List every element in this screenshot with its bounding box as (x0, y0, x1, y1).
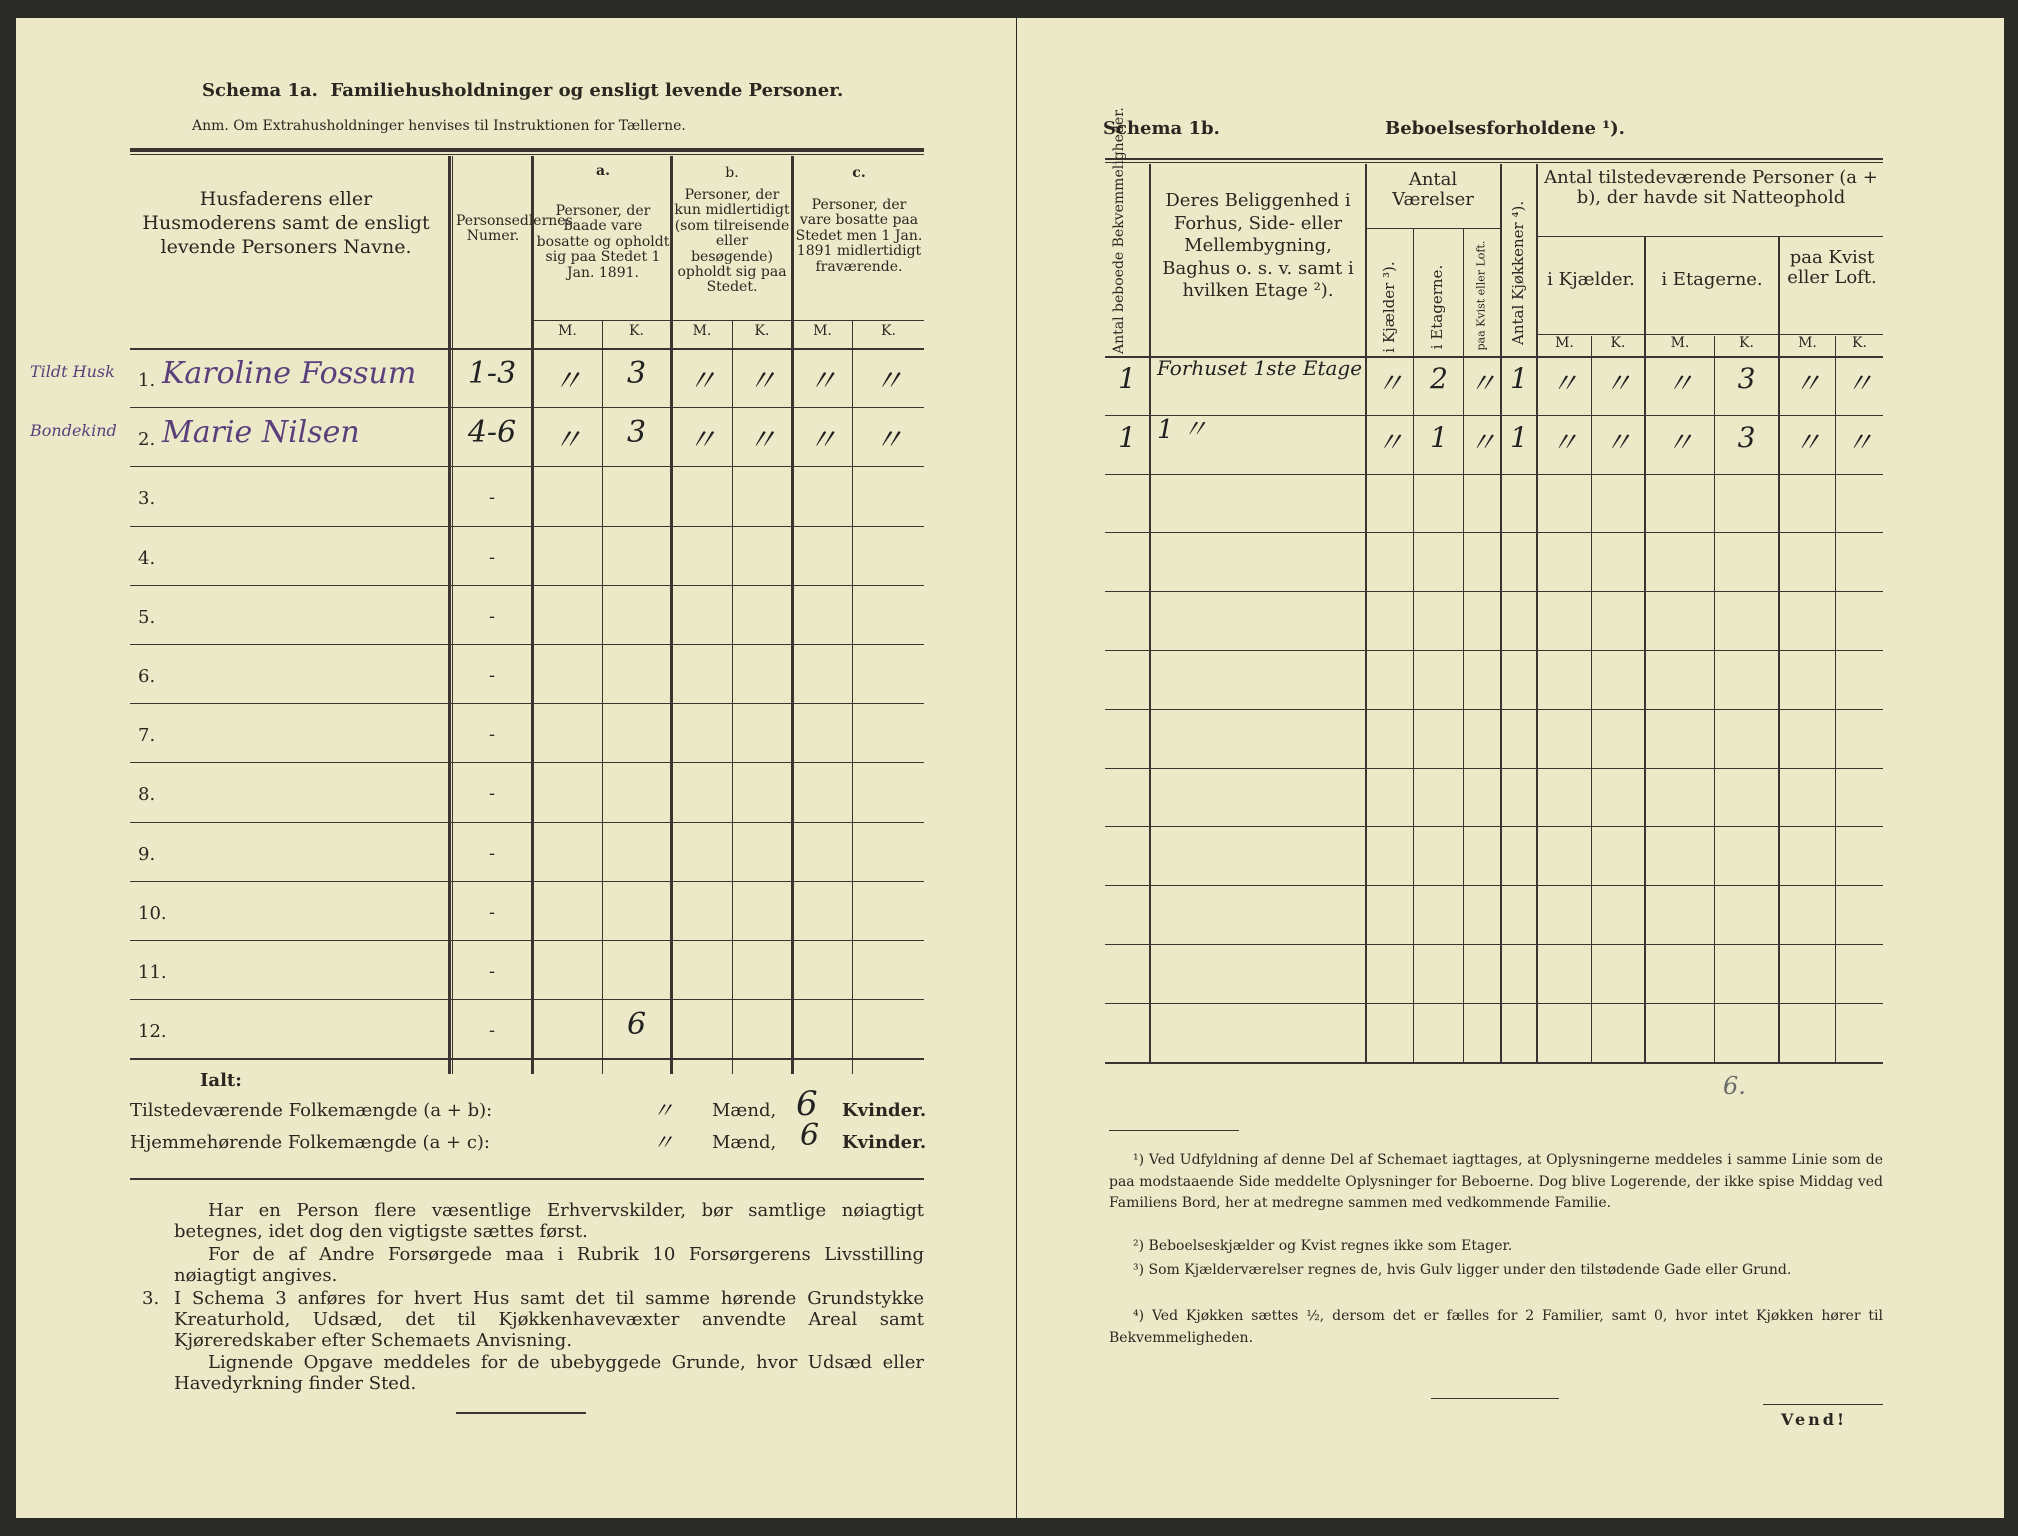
instruction-1: Har en Person flere væsentlige Erhvervskilder, bør samtlige nøiagtigt betegnes, idet dog den vigtigste sættes først. (174, 1200, 924, 1243)
m-header: M. (1670, 335, 1690, 351)
col-kvist-header: paa Kvist eller Loft. (1474, 240, 1488, 351)
col-beliggenhed-header: Deres Beliggenhed i Forhus, Side- eller Mellembygning, Baghus o. s. v. samt i hvilken Etage ²). (1162, 190, 1354, 301)
count-cell: 〃 (687, 364, 717, 399)
instruction-4: Lignende Opgave meddeles for de ubebyggede Grunde, hvor Udsæd eller Havedyrkning finder Sted. (174, 1352, 924, 1395)
instruction-3-number: 3. (142, 1288, 160, 1309)
beliggenhed-cell: Forhuset 1ste Etage (1157, 356, 1363, 380)
count-cell: 1 (1430, 421, 1448, 454)
total-note: 6. (1723, 1072, 1746, 1100)
person-number-cell: 1-3 (467, 356, 517, 391)
count-cell: 1 (1510, 421, 1528, 454)
row-number: 4. (138, 548, 156, 569)
person-number-cell: - (488, 783, 496, 804)
count-cell: 〃 (747, 423, 777, 458)
col-kjaelder-header: i Kjælder ³). (1380, 261, 1398, 353)
footnote-1: ¹) Ved Udfyldning af denne Del af Schemaet iagttages, at Oplysningerne meddeles i samme Linie som de paa modstaaende Side meddelte Oplysninger for Beboerne. Dog blive Logerende, der ikke spise Middag ved Familiens Bord, her at medregne sammen med vedkommende Familie. (1109, 1152, 1883, 1212)
k-header: K. (1852, 335, 1867, 351)
count-cell: 〃 (552, 423, 583, 458)
m-header: M. (692, 323, 712, 339)
row-number: 5. (138, 607, 156, 628)
footnote-3: ³) Som Kjælderværelser regnes de, hvis Gulv ligger under den tilstødende Gade eller Grund. (1133, 1262, 1792, 1278)
person-number-cell: - (488, 1020, 496, 1041)
maend-label: Mænd, (712, 1132, 777, 1153)
kvinder-label: Kvinder. (842, 1100, 927, 1121)
schema-1b-subtitle: Beboelsesforholdene ¹). (1385, 118, 1625, 139)
person-number-cell: - (488, 843, 496, 864)
k-header: K. (1739, 335, 1754, 351)
row-number: 7. (138, 725, 156, 746)
count-cell: 〃 (1793, 426, 1822, 459)
beliggenhed-cell: 1 〃 (1157, 415, 1208, 445)
col-c-letter: c. (852, 165, 866, 181)
count-cell: 〃 (1468, 367, 1497, 400)
col-bekvemmeligheder-header: Antal beboede Bekvemmeligheder. (1111, 107, 1127, 354)
count-cell: 〃 (552, 364, 583, 399)
k-header: K. (881, 323, 896, 339)
vend-label: Vend! (1781, 1410, 1847, 1429)
right-page (1017, 18, 2004, 1518)
col-p-kjaelder-header: i Kjælder. (1547, 269, 1635, 290)
count-cell: 3 (1737, 362, 1756, 395)
row-number: 1. (138, 370, 156, 391)
row-number: 9. (138, 844, 156, 865)
count-cell: 〃 (1665, 426, 1694, 459)
row-number: 6. (138, 666, 156, 687)
person-number-cell: - (488, 961, 496, 982)
tilstede-label: Tilstedeværende Folkemængde (a + b): (130, 1100, 493, 1121)
m-header: M. (813, 323, 832, 339)
col-names-header: Husfaderens eller Husmoderens samt de ensligt levende Personers Navne. (142, 188, 430, 258)
count-cell: 〃 (1375, 426, 1404, 459)
k-header: K. (1610, 335, 1626, 351)
hjemme-label: Hjemmehørende Folkemængde (a + c): (130, 1132, 490, 1153)
k-header: K. (629, 323, 644, 339)
col-c-header: Personer, der vare bosatte paa Stedet men 1 Jan. 1891 midlertidigt fraværende. (795, 197, 923, 275)
margin-note: Tildt Husk (30, 362, 115, 381)
person-name: Marie Nilsen (162, 415, 360, 450)
count-cell: 〃 (807, 364, 838, 399)
count-cell: 〃 (1603, 367, 1632, 400)
count-cell: 1 (1510, 362, 1528, 395)
anm-note: Anm. Om Extrahusholdninger henvises til Instruktionen for Tællerne. (192, 118, 686, 134)
count-cell: 3 (1737, 421, 1756, 454)
person-number-cell: - (488, 547, 496, 568)
person-number-cell: - (488, 724, 496, 745)
ialt-label: Ialt: (200, 1070, 242, 1091)
count-cell: 〃 (873, 364, 904, 399)
count-cell: 〃 (1665, 367, 1694, 400)
schema-1b-title: Schema 1b. (1103, 118, 1220, 139)
col-b-letter: b. (725, 165, 739, 181)
person-name: Karoline Fossum (162, 356, 417, 391)
row-number: 10. (138, 903, 167, 924)
col-etagerne-header: i Etagerne. (1428, 264, 1446, 350)
hjemme-kvinder-value: 6 (800, 1118, 820, 1153)
k-header: K. (754, 323, 770, 339)
count-cell: 〃 (747, 364, 777, 399)
col-number-header: Personsedlernes Numer. (456, 213, 573, 245)
person-number-cell: 4-6 (467, 415, 517, 450)
row-number: 2. (138, 429, 156, 450)
kvinder-label: Kvinder. (842, 1132, 927, 1153)
count-cell: 〃 (1845, 426, 1874, 459)
col-a-letter: a. (596, 163, 610, 179)
instruction-3: I Schema 3 anføres for hvert Hus samt det til samme hørende Grundstykke Kreaturhold, Udsæd, det til Kjøkkenhavevæxter anvendte Areal samt Kjøreredskaber efter Schemaets Anvisning. (174, 1288, 924, 1352)
person-number-cell: - (488, 665, 496, 686)
m-header: M. (1798, 335, 1817, 351)
tilstede-kvinder-value: 6 (796, 1084, 818, 1124)
count-cell: 〃 (1550, 367, 1579, 400)
count-cell: 〃 (807, 423, 838, 458)
schema-1a-title: Schema 1a. Familiehusholdninger og ensligt levende Personer. (202, 80, 844, 101)
count-cell: 1 (1118, 421, 1136, 454)
count-cell: 〃 (1793, 367, 1822, 400)
m-header: M. (558, 323, 577, 339)
count-cell: 〃 (1550, 426, 1579, 459)
count-cell: 2 (1430, 362, 1448, 395)
left-page (16, 18, 1016, 1518)
row-number: 8. (138, 784, 156, 805)
person-number-cell: - (488, 487, 496, 508)
count-cell: 〃 (1468, 426, 1497, 459)
hjemme-maend-value: 〃 (652, 1131, 675, 1156)
col-p-kvist-header: paa Kvist eller Loft. (1787, 247, 1877, 288)
row-number: 3. (138, 488, 156, 509)
col-b-header: Personer, der kun midlertidigt (som tilreisende eller besøgende) opholdt sig paa Stedet. (674, 187, 790, 296)
maend-label: Mænd, (712, 1100, 777, 1121)
person-number-cell: - (488, 606, 496, 627)
count-cell: 〃 (1845, 367, 1874, 400)
instruction-2: For de af Andre Forsørgede maa i Rubrik 10 Forsørgerens Livsstilling nøiagtigt angives. (174, 1244, 924, 1287)
tilstede-maend-value: 〃 (652, 1099, 675, 1124)
count-cell: 6 (626, 1007, 647, 1042)
col-vaerelser-header: Antal Værelser (1392, 169, 1474, 210)
m-header: M. (1555, 335, 1574, 351)
col-p-etagerne-header: i Etagerne. (1661, 269, 1763, 290)
person-number-cell: - (488, 902, 496, 923)
row-number: 11. (138, 962, 167, 983)
col-personer-header: Antal tilstedeværende Personer (a + b), der havde sit Natteophold (1544, 167, 1878, 208)
col-a-header: Personer, der baade vare bosatte og opholdt sig paa Stedet 1 Jan. 1891. (536, 203, 670, 281)
count-cell: 3 (626, 415, 647, 450)
count-cell: 〃 (1375, 367, 1404, 400)
count-cell: 〃 (1603, 426, 1632, 459)
count-cell: 1 (1118, 362, 1136, 395)
footnote-4: ⁴) Ved Kjøkken sættes ½, dersom det er fælles for 2 Familier, samt 0, hvor intet Kjøkken hører til Bekvemmeligheden. (1109, 1308, 1883, 1346)
row-number: 12. (138, 1021, 167, 1042)
count-cell: 〃 (687, 423, 717, 458)
count-cell: 〃 (873, 423, 904, 458)
col-kjokkener-header: Antal Kjøkkener ⁴). (1509, 200, 1527, 345)
count-cell: 3 (626, 356, 647, 391)
margin-note: Bondekind (30, 421, 117, 440)
footnote-2: ²) Beboelseskjælder og Kvist regnes ikke som Etager. (1133, 1238, 1513, 1254)
